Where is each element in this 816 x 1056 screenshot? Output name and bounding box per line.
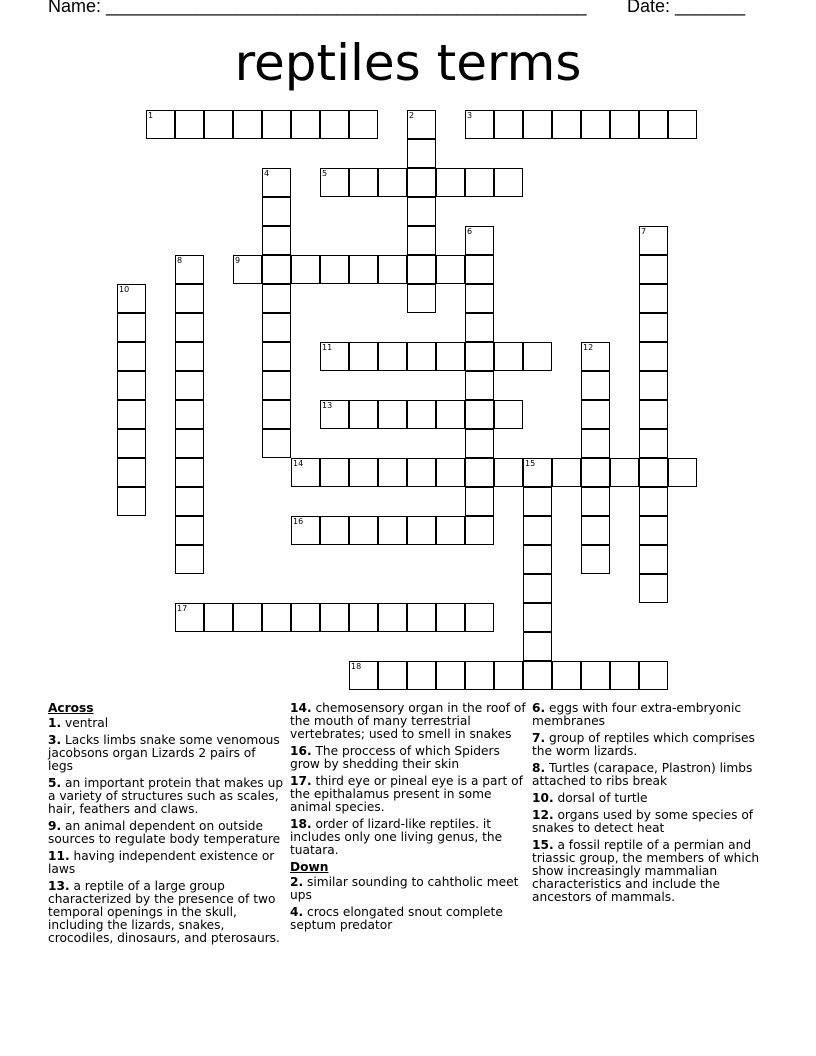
clue-text: Lacks limbs snake some venomous jacobsons organ Lizards 2 pairs of legs bbox=[48, 733, 280, 773]
grid-cell[interactable] bbox=[262, 226, 291, 255]
grid-cell[interactable] bbox=[581, 458, 610, 487]
grid-cell[interactable] bbox=[465, 487, 494, 516]
cell-number: 3 bbox=[467, 111, 473, 120]
grid-cell[interactable] bbox=[494, 458, 523, 487]
grid-cell[interactable] bbox=[523, 516, 552, 545]
grid-cell[interactable] bbox=[436, 342, 465, 371]
grid-cell[interactable] bbox=[552, 458, 581, 487]
across-clue bbox=[290, 818, 526, 857]
grid-cell[interactable] bbox=[552, 661, 581, 690]
grid-cell[interactable] bbox=[610, 110, 639, 139]
page-title: reptiles terms bbox=[234, 34, 582, 92]
grid-cell[interactable] bbox=[204, 110, 233, 139]
cell-number: 10 bbox=[119, 285, 130, 294]
grid-cell[interactable] bbox=[407, 516, 436, 545]
grid-cell[interactable] bbox=[291, 516, 320, 545]
grid-cell[interactable] bbox=[320, 255, 349, 284]
clue-text: having independent existence or laws bbox=[48, 849, 275, 876]
grid-cell[interactable] bbox=[436, 400, 465, 429]
grid-cell[interactable] bbox=[117, 400, 146, 429]
down-clue bbox=[532, 762, 768, 788]
name-field-label: Name: ________________________________________________ bbox=[48, 0, 587, 16]
grid-cell[interactable] bbox=[639, 487, 668, 516]
clue-text: eggs with four extra-embryonic membranes bbox=[532, 701, 742, 728]
across-clue bbox=[290, 775, 526, 814]
grid-cell[interactable] bbox=[494, 342, 523, 371]
grid-cell[interactable] bbox=[436, 661, 465, 690]
grid-cell[interactable] bbox=[349, 255, 378, 284]
cell-number: 16 bbox=[293, 517, 304, 526]
grid-cell[interactable] bbox=[436, 255, 465, 284]
grid-cell[interactable] bbox=[581, 545, 610, 574]
grid-cell[interactable] bbox=[262, 110, 291, 139]
grid-cell[interactable] bbox=[523, 603, 552, 632]
grid-cell[interactable] bbox=[668, 110, 697, 139]
grid-cell[interactable] bbox=[117, 284, 146, 313]
cell-number: 14 bbox=[293, 459, 304, 468]
grid-cell[interactable] bbox=[378, 168, 407, 197]
grid-cell[interactable] bbox=[436, 516, 465, 545]
grid-cell[interactable] bbox=[349, 342, 378, 371]
clues-column-1 bbox=[48, 702, 284, 949]
grid-cell[interactable] bbox=[465, 255, 494, 284]
grid-cell[interactable] bbox=[262, 255, 291, 284]
clue-text: group of reptiles which comprises the worm lizards. bbox=[532, 731, 755, 758]
grid-cell[interactable] bbox=[320, 516, 349, 545]
grid-cell[interactable] bbox=[639, 400, 668, 429]
grid-cell[interactable] bbox=[639, 226, 668, 255]
clue-number: 13. bbox=[48, 879, 70, 893]
cell-number: 5 bbox=[322, 169, 328, 178]
clue-number: 6. bbox=[532, 701, 546, 715]
clue-number: 17. bbox=[290, 774, 312, 788]
grid-cell[interactable] bbox=[610, 661, 639, 690]
grid-cell[interactable] bbox=[639, 429, 668, 458]
grid-cell[interactable] bbox=[639, 284, 668, 313]
grid-cell[interactable] bbox=[291, 458, 320, 487]
grid-cell[interactable] bbox=[117, 371, 146, 400]
grid-cell[interactable] bbox=[465, 661, 494, 690]
grid-cell[interactable] bbox=[320, 168, 349, 197]
cell-number: 11 bbox=[322, 343, 333, 352]
grid-cell[interactable] bbox=[494, 110, 523, 139]
cell-number: 9 bbox=[235, 256, 241, 265]
grid-cell[interactable] bbox=[117, 458, 146, 487]
across-clue bbox=[48, 717, 284, 730]
down-heading: Down bbox=[290, 860, 329, 874]
across-clue bbox=[290, 702, 526, 741]
grid-cell[interactable] bbox=[407, 168, 436, 197]
down-clue bbox=[290, 906, 526, 932]
grid-cell[interactable] bbox=[494, 168, 523, 197]
grid-cell[interactable] bbox=[407, 255, 436, 284]
grid-cell[interactable] bbox=[407, 661, 436, 690]
grid-cell[interactable] bbox=[117, 429, 146, 458]
grid-cell[interactable] bbox=[262, 342, 291, 371]
grid-cell[interactable] bbox=[204, 603, 233, 632]
grid-cell[interactable] bbox=[175, 342, 204, 371]
clue-text: a reptile of a large group characterized by the presence of two temporal openings in the skull, including the lizards, snakes, crocodiles, dinosaurs, and pterosaurs. bbox=[48, 879, 280, 945]
grid-cell[interactable] bbox=[494, 661, 523, 690]
cell-number: 1 bbox=[148, 111, 154, 120]
grid-cell[interactable] bbox=[291, 255, 320, 284]
clue-number: 3. bbox=[48, 733, 62, 747]
grid-cell[interactable] bbox=[407, 226, 436, 255]
grid-cell[interactable] bbox=[349, 168, 378, 197]
grid-cell[interactable] bbox=[349, 603, 378, 632]
grid-cell[interactable] bbox=[175, 458, 204, 487]
grid-cell[interactable] bbox=[407, 139, 436, 168]
across-clue bbox=[48, 880, 284, 945]
clue-number: 11. bbox=[48, 849, 70, 863]
grid-cell[interactable] bbox=[117, 342, 146, 371]
grid-cell[interactable] bbox=[233, 603, 262, 632]
grid-cell[interactable] bbox=[523, 545, 552, 574]
clue-text: dorsal of turtle bbox=[553, 791, 648, 805]
grid-cell[interactable] bbox=[465, 342, 494, 371]
grid-cell[interactable] bbox=[523, 342, 552, 371]
grid-cell[interactable] bbox=[523, 110, 552, 139]
grid-cell[interactable] bbox=[465, 429, 494, 458]
grid-cell[interactable] bbox=[233, 255, 262, 284]
grid-cell[interactable] bbox=[378, 458, 407, 487]
grid-cell[interactable] bbox=[523, 487, 552, 516]
grid-cell[interactable] bbox=[465, 168, 494, 197]
grid-cell[interactable] bbox=[175, 487, 204, 516]
grid-cell[interactable] bbox=[407, 197, 436, 226]
clue-text: an important protein that makes up a variety of structures such as scales, hair, feathers and claws. bbox=[48, 776, 284, 816]
down-clue-list-continued bbox=[532, 702, 768, 904]
down-clue-list bbox=[290, 876, 526, 932]
grid-cell[interactable] bbox=[407, 110, 436, 139]
cell-number: 17 bbox=[177, 604, 188, 613]
grid-cell[interactable] bbox=[639, 313, 668, 342]
grid-cell[interactable] bbox=[552, 110, 581, 139]
down-clue bbox=[290, 876, 526, 902]
grid-cell[interactable] bbox=[436, 168, 465, 197]
clue-number: 8. bbox=[532, 761, 546, 775]
across-clue bbox=[48, 734, 284, 773]
clue-text: third eye or pineal eye is a part of the epithalamus present in some animal species. bbox=[290, 774, 523, 814]
grid-cell[interactable] bbox=[146, 110, 175, 139]
grid-cell[interactable] bbox=[378, 255, 407, 284]
grid-cell[interactable] bbox=[610, 458, 639, 487]
cell-number: 8 bbox=[177, 256, 183, 265]
clue-number: 12. bbox=[532, 808, 554, 822]
grid-cell[interactable] bbox=[581, 516, 610, 545]
grid-cell[interactable] bbox=[320, 400, 349, 429]
across-clue bbox=[48, 820, 284, 846]
grid-cell[interactable] bbox=[378, 661, 407, 690]
across-clue bbox=[290, 745, 526, 771]
grid-cell[interactable] bbox=[581, 487, 610, 516]
grid-cell[interactable] bbox=[262, 168, 291, 197]
down-clue bbox=[532, 809, 768, 835]
grid-cell[interactable] bbox=[668, 458, 697, 487]
grid-cell[interactable] bbox=[349, 400, 378, 429]
clue-text: chemosensory organ in the roof of the mouth of many terrestrial vertebrates; used to smell in snakes bbox=[290, 701, 526, 741]
clue-number: 9. bbox=[48, 819, 62, 833]
grid-cell[interactable] bbox=[465, 284, 494, 313]
across-clue bbox=[48, 850, 284, 876]
grid-cell[interactable] bbox=[349, 458, 378, 487]
grid-cell[interactable] bbox=[639, 516, 668, 545]
clue-number: 16. bbox=[290, 744, 312, 758]
clue-number: 7. bbox=[532, 731, 546, 745]
grid-cell[interactable] bbox=[581, 400, 610, 429]
grid-cell[interactable] bbox=[175, 284, 204, 313]
grid-cell[interactable] bbox=[465, 371, 494, 400]
across-heading: Across bbox=[48, 701, 94, 715]
grid-cell[interactable] bbox=[639, 574, 668, 603]
down-clue bbox=[532, 839, 768, 904]
grid-cell[interactable] bbox=[291, 110, 320, 139]
date-field-label: Date: _______ bbox=[627, 0, 746, 16]
grid-cell[interactable] bbox=[175, 603, 204, 632]
grid-cell[interactable] bbox=[262, 313, 291, 342]
cell-number: 4 bbox=[264, 169, 270, 178]
grid-cell[interactable] bbox=[465, 313, 494, 342]
clue-text: ventral bbox=[61, 716, 109, 730]
grid-cell[interactable] bbox=[639, 661, 668, 690]
down-clue bbox=[532, 702, 768, 728]
clue-number: 15. bbox=[532, 838, 554, 852]
grid-cell[interactable] bbox=[262, 400, 291, 429]
grid-cell[interactable] bbox=[494, 400, 523, 429]
grid-cell[interactable] bbox=[581, 371, 610, 400]
grid-cell[interactable] bbox=[639, 342, 668, 371]
clue-text: Turtles (carapace, Plastron) limbs attached to ribs break bbox=[532, 761, 753, 788]
across-clue-list bbox=[48, 717, 284, 945]
clue-number: 2. bbox=[290, 875, 304, 889]
grid-cell[interactable] bbox=[407, 603, 436, 632]
grid-cell[interactable] bbox=[407, 458, 436, 487]
down-clue bbox=[532, 792, 768, 805]
grid-cell[interactable] bbox=[436, 603, 465, 632]
grid-cell[interactable] bbox=[291, 603, 320, 632]
grid-cell[interactable] bbox=[378, 603, 407, 632]
grid-cell[interactable] bbox=[117, 487, 146, 516]
grid-cell[interactable] bbox=[175, 516, 204, 545]
clue-number: 14. bbox=[290, 701, 312, 715]
across-clue-list-continued bbox=[290, 702, 526, 857]
grid-cell[interactable] bbox=[320, 603, 349, 632]
grid-cell[interactable] bbox=[523, 458, 552, 487]
cell-number: 18 bbox=[351, 662, 362, 671]
grid-cell[interactable] bbox=[320, 342, 349, 371]
grid-cell[interactable] bbox=[378, 516, 407, 545]
grid-cell[interactable] bbox=[175, 255, 204, 284]
grid-cell[interactable] bbox=[639, 545, 668, 574]
grid-cell[interactable] bbox=[378, 342, 407, 371]
grid-cell[interactable] bbox=[349, 516, 378, 545]
grid-cell[interactable] bbox=[523, 632, 552, 661]
grid-cell[interactable] bbox=[175, 545, 204, 574]
grid-cell[interactable] bbox=[320, 110, 349, 139]
grid-cell[interactable] bbox=[262, 603, 291, 632]
grid-cell[interactable] bbox=[639, 110, 668, 139]
clue-number: 10. bbox=[532, 791, 554, 805]
clue-number: 1. bbox=[48, 716, 62, 730]
cell-number: 13 bbox=[322, 401, 333, 410]
grid-cell[interactable] bbox=[465, 458, 494, 487]
grid-cell[interactable] bbox=[581, 661, 610, 690]
clues-column-2 bbox=[290, 702, 526, 936]
across-clue bbox=[48, 777, 284, 816]
grid-cell[interactable] bbox=[465, 603, 494, 632]
grid-cell[interactable] bbox=[262, 371, 291, 400]
grid-cell[interactable] bbox=[262, 197, 291, 226]
grid-cell[interactable] bbox=[349, 661, 378, 690]
grid-cell[interactable] bbox=[320, 458, 349, 487]
grid-cell[interactable] bbox=[639, 458, 668, 487]
grid-cell[interactable] bbox=[407, 400, 436, 429]
grid-cell[interactable] bbox=[639, 255, 668, 284]
grid-cell[interactable] bbox=[639, 371, 668, 400]
clue-number: 18. bbox=[290, 817, 312, 831]
cell-number: 15 bbox=[525, 459, 536, 468]
grid-cell[interactable] bbox=[465, 226, 494, 255]
grid-cell[interactable] bbox=[378, 400, 407, 429]
cell-number: 6 bbox=[467, 227, 473, 236]
grid-cell[interactable] bbox=[175, 400, 204, 429]
grid-cell[interactable] bbox=[523, 574, 552, 603]
clues-column-3 bbox=[532, 702, 768, 908]
clue-text: an animal dependent on outside sources to regulate body temperature bbox=[48, 819, 281, 846]
cell-number: 7 bbox=[641, 227, 647, 236]
grid-cell[interactable] bbox=[175, 429, 204, 458]
clue-text: order of lizard-like reptiles. it includes only one living genus, the tuatara. bbox=[290, 817, 503, 857]
cell-number: 12 bbox=[583, 343, 594, 352]
grid-cell[interactable] bbox=[262, 284, 291, 313]
clue-text: organs used by some species of snakes to detect heat bbox=[532, 808, 754, 835]
grid-cell[interactable] bbox=[175, 110, 204, 139]
grid-cell[interactable] bbox=[465, 110, 494, 139]
grid-cell[interactable] bbox=[465, 516, 494, 545]
clue-text: The proccess of which Spiders grow by shedding their skin bbox=[290, 744, 500, 771]
clue-text: similar sounding to cahtholic meet ups bbox=[290, 875, 519, 902]
down-clue bbox=[532, 732, 768, 758]
clue-text: crocs elongated snout complete septum predator bbox=[290, 905, 503, 932]
grid-cell[interactable] bbox=[407, 284, 436, 313]
grid-cell[interactable] bbox=[233, 110, 262, 139]
grid-cell[interactable] bbox=[349, 110, 378, 139]
grid-cell[interactable] bbox=[407, 342, 436, 371]
clue-number: 5. bbox=[48, 776, 62, 790]
grid-cell[interactable] bbox=[262, 429, 291, 458]
grid-cell[interactable] bbox=[581, 429, 610, 458]
grid-cell[interactable] bbox=[581, 342, 610, 371]
grid-cell[interactable] bbox=[175, 313, 204, 342]
grid-cell[interactable] bbox=[117, 313, 146, 342]
grid-cell[interactable] bbox=[465, 400, 494, 429]
grid-cell[interactable] bbox=[175, 371, 204, 400]
grid-cell[interactable] bbox=[581, 110, 610, 139]
clue-number: 4. bbox=[290, 905, 304, 919]
grid-cell[interactable] bbox=[436, 458, 465, 487]
grid-cell[interactable] bbox=[523, 661, 552, 690]
clue-text: a fossil reptile of a permian and triassic group, the members of which show increasingly mammalian characteristics and include the ancestors of mammals. bbox=[532, 838, 760, 904]
cell-number: 2 bbox=[409, 111, 415, 120]
